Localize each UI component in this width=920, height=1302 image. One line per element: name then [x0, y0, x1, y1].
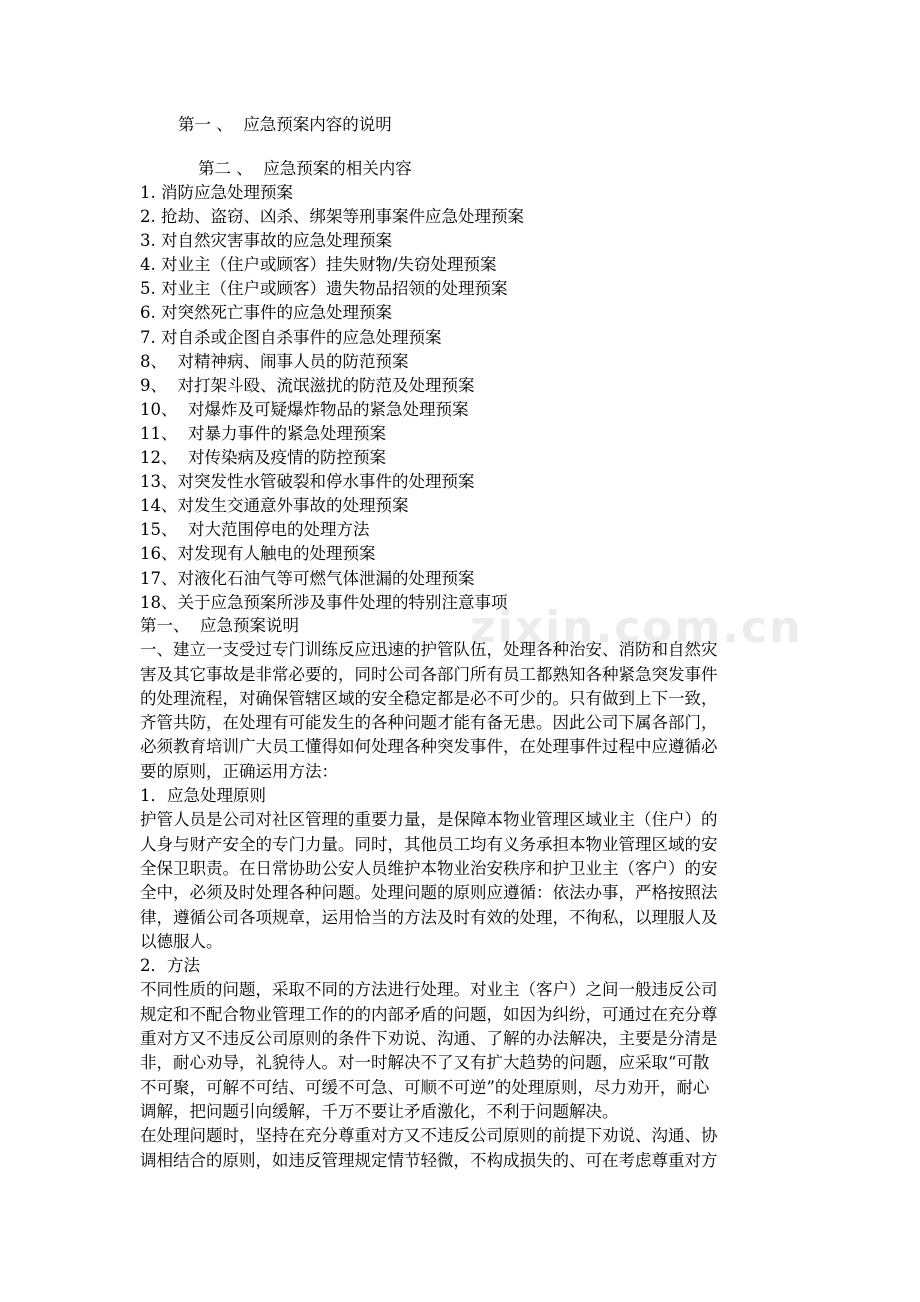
body-line: 要的原则，正确运用方法： [140, 761, 338, 781]
toc-item: 1. 消防应急处理预案 [140, 183, 293, 202]
toc-item: 18、关于应急预案所涉及事件处理的特别注意事项 [140, 592, 508, 612]
toc-item: 16、对发现有人触电的处理预案 [140, 544, 376, 564]
toc-item: 3. 对自然灾害事故的应急处理预案 [140, 231, 392, 251]
body-line: 人身与财产安全的专门力量。同时，其他员工均有义务承担本物业管理区域的安 [140, 834, 718, 854]
toc-item: 6. 对突然死亡事件的应急处理预案 [140, 303, 392, 323]
toc-item: 13、对突发性水管破裂和停水事件的处理预案 [140, 472, 475, 492]
toc-item: 4. 对业主（住户或顾客）挂失财物/失窃处理预案 [140, 255, 497, 275]
toc-item: 12、 对传染病及疫情的防控预案 [140, 448, 386, 468]
body-line: 以德服人。 [140, 931, 223, 951]
toc-item: 11、 对暴力事件的紧急处理预案 [140, 423, 386, 443]
toc-item: 14、对发生交通意外事故的处理预案 [140, 496, 409, 516]
section-heading-first: 第一 、 应急预案内容的说明 [178, 115, 392, 134]
body-line: 不可聚，可解不可结、可缓不可急、可顺不可逆”的处理原则，尽力劝开，耐心 [140, 1077, 710, 1097]
body-line: 全保卫职责。在日常协助公安人员维护本物业治安秩序和护卫业主（客户）的安 [140, 858, 718, 878]
toc-item: 17、对液化石油气等可燃气体泄漏的处理预案 [140, 568, 475, 588]
body-line: 第一、 应急预案说明 [140, 616, 299, 635]
section-heading-second: 第二 、 应急预案的相关内容 [198, 159, 412, 178]
body-line: 调解，把问题引向缓解，千万不要让矛盾激化，不利于问题解决。 [140, 1101, 619, 1121]
body-line: 不同性质的问题，采取不同的方法进行处理。对业主（客户）之间一般违反公司 [140, 980, 718, 1000]
body-line: 护管人员是公司对社区管理的重要力量，是保障本物业管理区域业主（住户）的 [140, 810, 718, 830]
watermark: zixin.com.cn [470, 602, 803, 653]
body-line: 必须教育培训广大员工懂得如何处理各种突发事件，在处理事件过程中应遵循必 [140, 737, 718, 757]
toc-item: 2. 抢劫、盗窃、凶杀、绑架等刑事案件应急处理预案 [140, 207, 524, 227]
toc-item: 8、 对精神病、闹事人员的防范预案 [140, 351, 409, 371]
body-line: 在处理问题时，坚持在充分尊重对方又不违反公司原则的前提下劝说、沟通、协 [140, 1126, 718, 1146]
body-text [140, 614, 780, 1173]
body-line: 律，遵循公司各项规章，运用恰当的方法及时有效的处理，不徇私，以理服人及 [140, 907, 718, 927]
body-line: 齐管共防，在处理有可能发生的各种问题才能有备无患。因此公司下属各部门， [140, 713, 718, 733]
toc-item: 7. 对自杀或企图自杀事件的应急处理预案 [140, 327, 442, 347]
body-line: 全中，必须及时处理各种问题。处理问题的原则应遵循：依法办事，严格按照法 [140, 883, 718, 903]
toc-item: 10、 对爆炸及可疑爆炸物品的紧急处理预案 [140, 399, 469, 419]
body-line: 一、建立一支受过专门训练反应迅速的护管队伍，处理各种治安、消防和自然灾 [140, 640, 718, 660]
body-line: 重对方又不违反公司原则的条件下劝说、沟通、了解的办法解决，主要是分清是 [140, 1029, 718, 1049]
body-line: 规定和不配合物业管理工作的的内部矛盾的问题，如因为纠纷，可通过在充分尊 [140, 1004, 718, 1024]
body-line: 的处理流程，对确保管辖区域的安全稳定都是必不可少的。只有做到上下一致， [140, 688, 718, 708]
body-line: 1．应急处理原则 [140, 786, 266, 806]
body-line: 2．方法 [140, 956, 200, 976]
toc-item: 15、 对大范围停电的处理方法 [140, 520, 370, 540]
table-of-contents [140, 181, 780, 615]
body-line: 调相结合的原则，如违反管理规定情节轻微，不构成损失的、可在考虑尊重对方 [140, 1150, 718, 1170]
body-line: 非，耐心劝导，礼貌待人。对一时解决不了又有扩大趋势的问题，应采取“可散 [140, 1053, 710, 1073]
body-line: 害及其它事故是非常必要的，同时公司各部门所有员工都熟知各种紧急突发事件 [140, 664, 718, 684]
toc-item: 5. 对业主（住户或顾客）遗失物品招领的处理预案 [140, 279, 508, 299]
toc-item: 9、 对打架斗殴、流氓滋扰的防范及处理预案 [140, 375, 475, 395]
